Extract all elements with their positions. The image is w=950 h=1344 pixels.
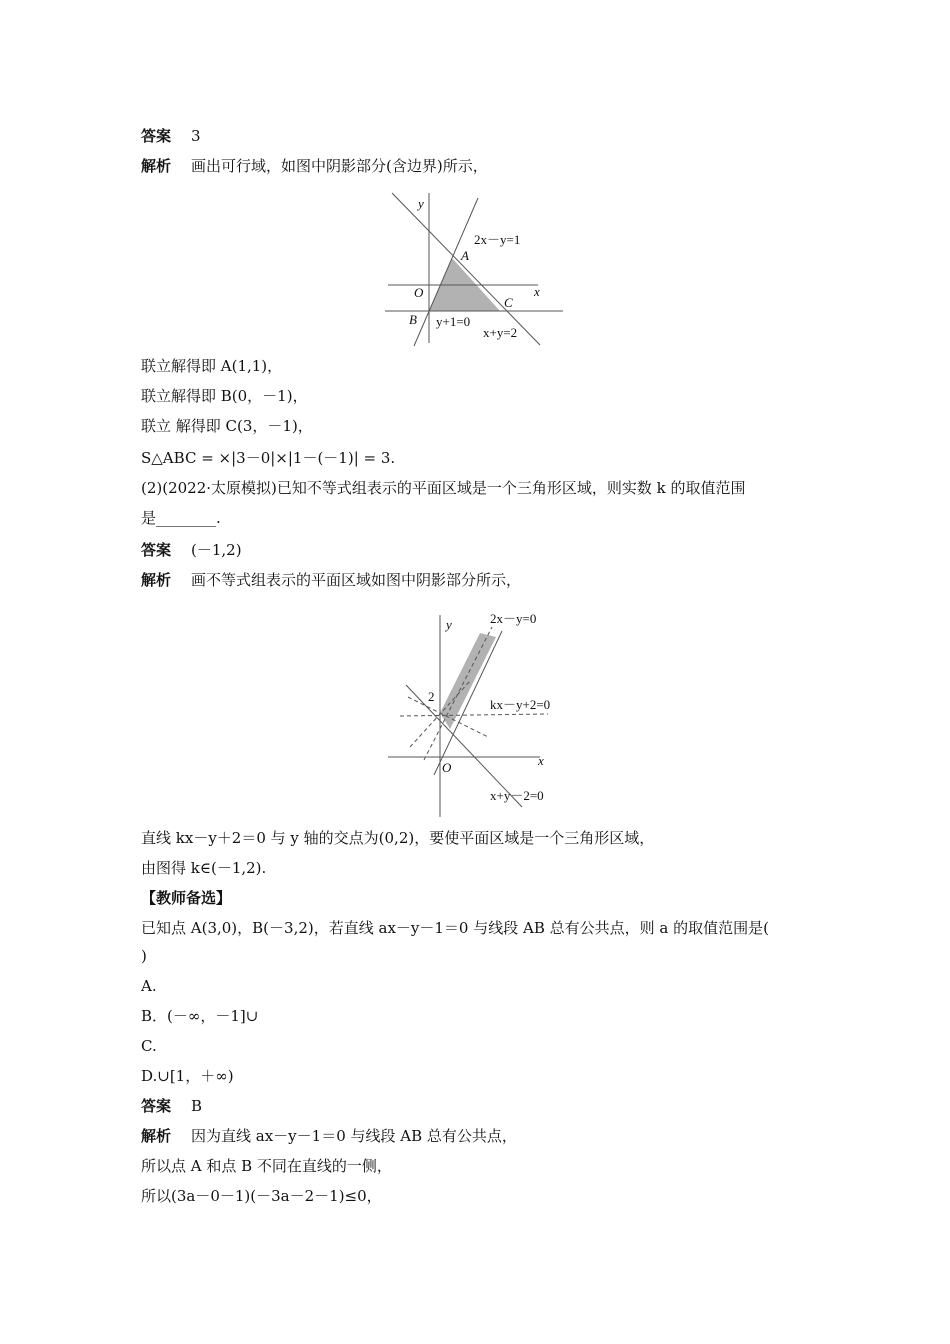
label: 答案 <box>141 1097 172 1115</box>
text-line <box>141 448 395 468</box>
point-b-label: B <box>409 312 417 327</box>
text: 联立解得即 A(1,1)， <box>141 357 283 375</box>
intercept-label: 2 <box>428 689 435 704</box>
y-label: y <box>418 196 424 211</box>
line1-label: 2x－y=1 <box>474 232 521 247</box>
answer-2 <box>141 540 242 560</box>
text: 画不等式组表示的平面区域如图中阴影部分所示， <box>191 571 522 589</box>
text-line <box>141 1186 382 1206</box>
analysis-2 <box>141 570 521 590</box>
text: 所以点 A 和点 B 不同在直线的一侧， <box>141 1157 392 1175</box>
text-line <box>141 1156 392 1176</box>
text: 已知点 A(3,0)，B(－3,2)，若直线 ax－y－1＝0 与线段 AB 总有公共点，则 a 的取值范围是( <box>141 919 769 937</box>
text: B．(－∞，－1]∪ <box>141 1007 259 1025</box>
text: B <box>191 1097 203 1115</box>
label: 解析 <box>141 1127 172 1145</box>
text: D.∪[1，＋∞) <box>141 1067 234 1085</box>
text: 联立解得即 B(0，－1)， <box>141 387 308 405</box>
text: 因为直线 ax－y－1＝0 与线段 AB 总有公共点， <box>191 1127 517 1145</box>
option-a <box>141 976 157 996</box>
text: 【教师备选】 <box>141 889 232 907</box>
answer-1 <box>141 126 201 146</box>
text: A. <box>141 977 157 995</box>
option-d <box>141 1066 234 1086</box>
analysis-3 <box>141 1126 517 1146</box>
point-a-label: A <box>461 248 469 263</box>
text: 由图得 k∈(－1,2). <box>141 859 267 877</box>
label: 答案 <box>141 541 172 559</box>
text-line <box>141 946 147 966</box>
text-line <box>141 356 282 376</box>
text: 联立 解得即 C(3，－1)， <box>141 417 313 435</box>
point-c-label: C <box>504 295 513 310</box>
x-label: x <box>538 753 544 768</box>
question-2-blank <box>141 508 221 528</box>
text: 所以(3a－0－1)(－3a－2－1)≤0， <box>141 1187 382 1205</box>
origin-label: O <box>414 285 424 300</box>
line1-label: 2x－y=0 <box>490 611 537 626</box>
dashed-k-line <box>400 714 548 716</box>
answer-3 <box>141 1096 202 1116</box>
text: S△ABC = ×|3－0|×|1－(－1)| = 3. <box>141 449 396 467</box>
question-3 <box>141 918 769 938</box>
x-label: x <box>534 284 540 299</box>
line3-label: x+y=2 <box>483 325 518 340</box>
text: 3 <box>191 127 201 145</box>
text-line <box>141 416 313 436</box>
question-2 <box>141 478 746 498</box>
line2-label: kx－y+2=0 <box>490 697 551 712</box>
text-line <box>141 386 308 406</box>
text: 是________. <box>141 509 221 527</box>
text: 直线 kx－y＋2＝0 与 y 轴的交点为(0,2)，要使平面区域是一个三角形区域， <box>141 829 655 847</box>
text: ) <box>141 947 147 965</box>
text-line <box>141 858 266 878</box>
label: 解析 <box>141 571 172 589</box>
option-c <box>141 1036 157 1056</box>
figure-1-feasible-region <box>380 188 570 348</box>
text-line <box>141 828 654 848</box>
text: (2)(2022·太原模拟)已知不等式组表示的平面区域是一个三角形区域，则实数 k 的取值范围 <box>141 479 746 497</box>
analysis-1 <box>141 156 488 176</box>
label: 答案 <box>141 127 172 145</box>
text: 画出可行域，如图中阴影部分(含边界)所示， <box>191 157 488 175</box>
teacher-section-title <box>141 888 231 908</box>
line3-label: x+y－2=0 <box>490 788 544 803</box>
line2-label: y+1=0 <box>436 314 471 329</box>
y-label: y <box>446 617 452 632</box>
option-b <box>141 1006 258 1026</box>
text: C. <box>141 1037 157 1055</box>
figure-2-region <box>380 605 580 820</box>
label: 解析 <box>141 157 172 175</box>
text: (－1,2) <box>191 541 242 559</box>
origin-label: O <box>442 760 452 775</box>
